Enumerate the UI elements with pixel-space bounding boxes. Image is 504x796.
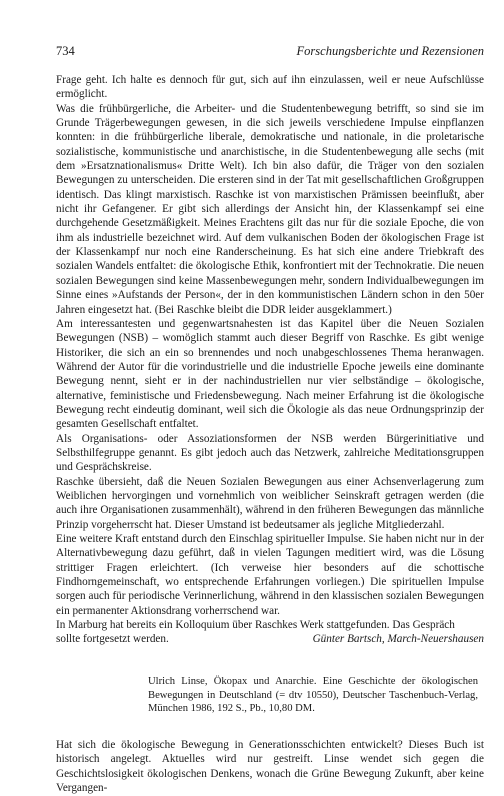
closing-line: In Marburg hat bereits ein Kolloquium über Raschkes Werk stattgefunden. Das Gespräch	[56, 619, 455, 632]
main-text	[56, 73, 484, 647]
paragraph: Frage geht. Ich halte es dennoch für gut, sich auf ihn einzulassen, weil er neue Aufschlüsse ermöglicht.	[56, 74, 484, 101]
review-author: Günter Bartsch, March-Neuershausen	[312, 633, 484, 646]
section-title: Forschungsberichte und Rezensionen	[296, 44, 484, 58]
signoff	[56, 632, 484, 646]
paragraph: Eine weitere Kraft entstand durch den Einschlag spiritueller Impulse. Sie haben nicht nur in der Alternativbewegung dazu geführt, daß in vielen Tagungen meditiert wird, was die Lösung strittiger Fragen erleichtert. (Ich verweise hier besonders auf die schottische Findhorngemeinschaft, wo entsprechende Erfahrungen vorliegen.) Die spirituellen Impulse sorgen auch für periodische Verinnerlichung, während in den klassischen sozialen Bewegungen ein permanenter Aktionsdrang vorherrschend war.	[56, 533, 484, 617]
paragraph: Raschke übersieht, daß die Neuen Sozialen Bewegungen aus einer Achsenverlagerung zum Weiblichen hervorgingen und vornehmlich von weiblicher Seinskraft getragen werden (die auch ihre Organisationen zusammenhält), während in den früheren Bewegungen das männliche Prinzip vorgeherrscht hat. Dieser Umstand ist bedeutsamer als jegliche Mitgliederzahl.	[56, 475, 484, 531]
paragraph: Als Organisations- oder Assoziationsformen der NSB werden Bürgerinitiative und Selbsthilfegruppe genannt. Es gibt jedoch auch das Netzwerk, zahlreiche Meditationsgruppen und Gesprächskreise.	[56, 432, 484, 474]
running-head	[56, 44, 484, 59]
closing-line-end: sollte fortgesetzt werden.	[56, 633, 169, 646]
review-text	[56, 738, 484, 795]
book-reference: Ulrich Linse, Ökopax und Anarchie. Eine Geschichte der ökologischen Bewegungen in Deutschland (= dtv 10550), Deutscher Taschenbuch-Verlag, München 1986, 192 S., Pb., 10,80 DM.	[148, 675, 478, 715]
paragraph: Am interessantesten und gegenwartsnahesten ist das Kapitel über die Neuen Sozialen Bewegungen (NSB) – womöglich stammt auch dieser Begriff von Raschke. Es gibt wenige Historiker, die sich an ein so brennendes und noch unabgeschlossenes Thema heranwagen. Während der Autor für die vorindustrielle und die industrielle Epoche jeweils eine dominante Bewegung nennt, sieht er in der nachindustriellen nur vier selbständige – ökologische, alternative, feministische und Friedensbewegung. Nach meiner Erfahrung ist die ökologische Bewegung recht eindeutig dominant, weil sich die Ökologie als das neue Ordnungsprinzip der gesamten Gesellschaft entfaltet.	[56, 317, 484, 431]
paragraph: Was die frühbürgerliche, die Arbeiter- und die Studentenbewegung betrifft, so sind sie im Grunde Trägerbewegungen gewesen, in die sich jeweils verschiedene Impulse einpflanzen konnten: in die frühbürgerliche liberale, demokratische und nationale, in die proletarische sozialistische, kommunistische und anarchistische, in die Studentenbewegung alle sechs (mit dem »Ersatznationalismus« Dritte Welt). Ich bin also dafür, die Träger von den sozialen Bewegungen zu unterscheiden. Die ersteren sind in der Tat mit gesellschaftlichen Großgruppen identisch. Das klingt marxistisch. Raschke ist von marxistischen Prämissen beeinflußt, aber nicht ihr Gefangener. Er gibt sich allerdings der Ansicht hin, der Klassenkampf sei eine durchgehende Gesetzmäßigkeit. Meines Erachtens gilt das nur für die soziale Epoche, die von ihm als industrielle bezeichnet wird. Auf dem vulkanischen Boden der ökologischen Frage ist der Klassenkampf nur noch eine Randerscheinung. Es hat sich eine andere Triebkraft des sozialen Wandels entfaltet: die ökologische Ethik, konfrontiert mit der Technokratie. Die neuen sozialen Bewegungen sind keine Massenbewegungen mehr, sondern Individualbewegungen im Sinne eines »Aufstands der Person«, der in den kommunistischen Ländern schon in den 50er Jahren eingesetzt hat. (Bei Raschke bleibt die DDR leider ausgeklammert.)	[56, 102, 484, 316]
page-number: 734	[56, 44, 75, 58]
paragraph: Hat sich die ökologische Bewegung in Generationsschichten entwickelt? Dieses Buch ist historisch angelegt. Aktuelles wird nur gestreift. Linse wendet sich gegen die Geschichtslosigkeit ökologischen Denkens, wonach die Grüne Bewegung Zukunft, aber keine Vergangen-	[56, 739, 484, 795]
